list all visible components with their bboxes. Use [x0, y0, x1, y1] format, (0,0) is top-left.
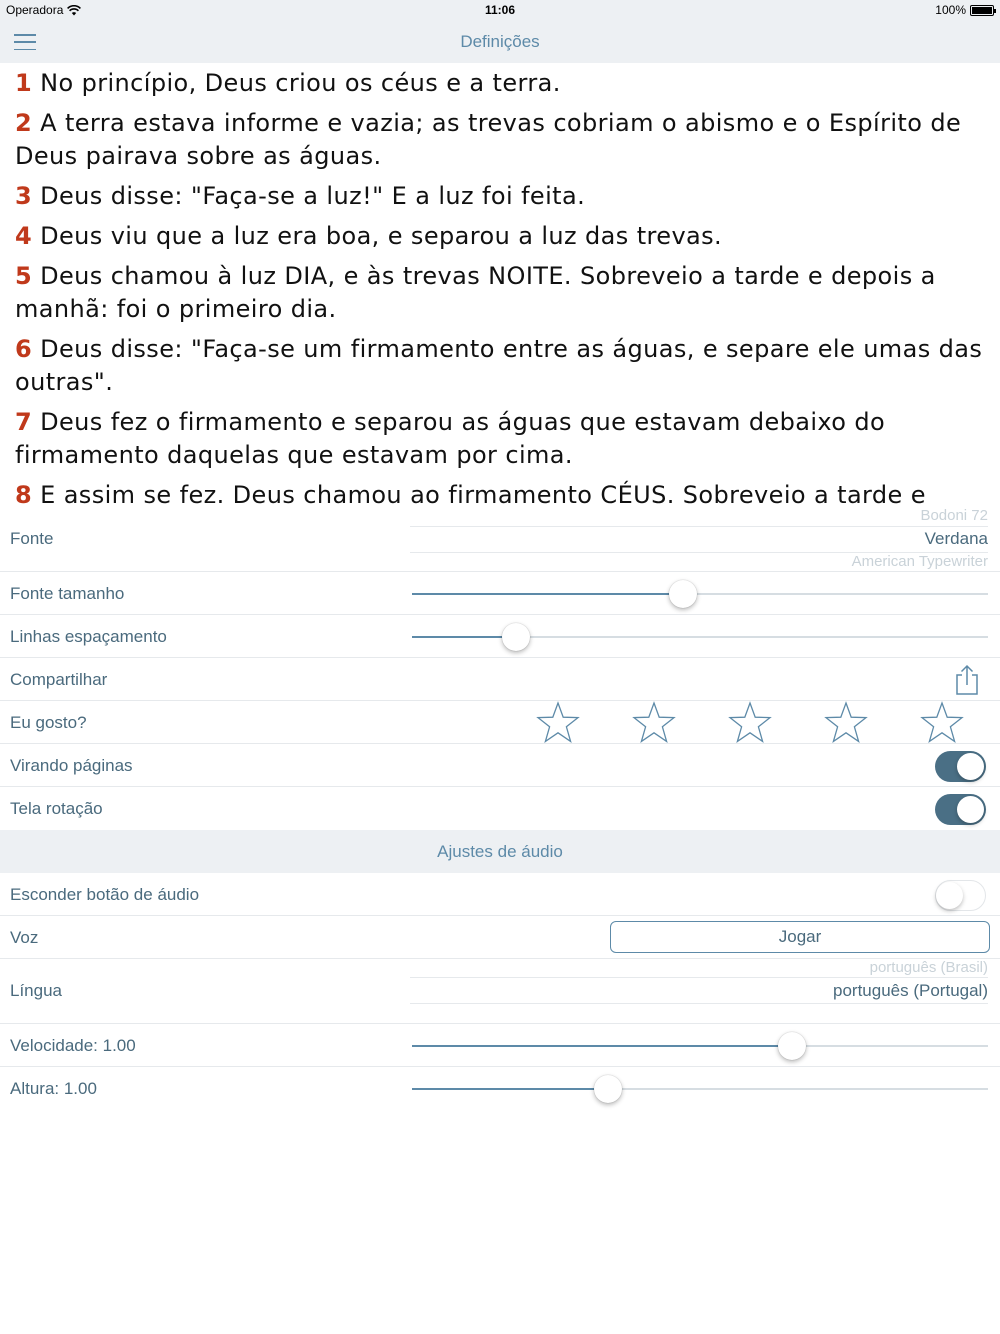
battery-icon	[970, 5, 994, 16]
language-row	[0, 959, 1000, 1024]
voice-label: Voz	[10, 928, 39, 947]
star-icon[interactable]	[632, 701, 676, 745]
status-bar	[0, 0, 1000, 20]
star-icon[interactable]	[824, 701, 868, 745]
screen-rotation-toggle[interactable]	[935, 794, 986, 825]
share-label: Compartilhar	[10, 670, 108, 689]
font-option-selected[interactable]: Verdana	[924, 529, 988, 548]
speed-slider-thumb[interactable]	[778, 1032, 806, 1060]
hide-audio-toggle[interactable]	[935, 880, 986, 911]
verse-text: Deus chamou à luz DIA, e às trevas NOITE. Sobreveio a tarde e depois a manhã: foi o primeiro dia.	[15, 262, 936, 323]
verse	[15, 107, 985, 173]
voice-row	[0, 916, 1000, 959]
page-turn-toggle[interactable]	[935, 751, 986, 782]
pitch-row	[0, 1067, 1000, 1110]
verse-number: 7	[15, 408, 33, 436]
star-icon[interactable]	[920, 701, 964, 745]
font-label: Fonte	[10, 529, 54, 548]
font-size-row	[0, 572, 1000, 615]
rating-stars	[536, 701, 964, 744]
hide-audio-row	[0, 873, 1000, 916]
verse-text: Deus disse: "Faça-se um firmamento entre as águas, e separe ele umas das outras".	[15, 335, 983, 396]
line-spacing-slider-thumb[interactable]	[502, 623, 530, 651]
font-size-slider[interactable]	[412, 593, 988, 595]
rating-label: Eu gosto?	[10, 713, 87, 732]
pitch-slider-thumb[interactable]	[594, 1075, 622, 1103]
screen-rotation-row	[0, 787, 1000, 830]
language-label: Língua	[10, 981, 62, 1000]
verse	[15, 180, 985, 213]
verse-number: 8	[15, 481, 33, 506]
verse-text: A terra estava informe e vazia; as trevas cobriam o abismo e o Espírito de Deus pairava sobre as águas.	[15, 109, 962, 170]
verse-number: 5	[15, 262, 33, 290]
language-option-above[interactable]: português (Brasil)	[869, 959, 988, 976]
page-turn-label: Virando páginas	[10, 756, 133, 775]
settings-panel	[0, 506, 1000, 1110]
verse	[15, 479, 985, 506]
star-icon[interactable]	[536, 701, 580, 745]
font-picker[interactable]	[410, 506, 988, 571]
language-option-selected[interactable]: português (Portugal)	[833, 981, 988, 1000]
share-row	[0, 658, 1000, 701]
rating-row	[0, 701, 1000, 744]
line-spacing-row	[0, 615, 1000, 658]
hide-audio-label: Esconder botão de áudio	[10, 885, 200, 904]
play-button[interactable]: Jogar	[610, 921, 990, 953]
line-spacing-slider[interactable]	[412, 636, 988, 638]
nav-bar	[0, 20, 1000, 63]
screen-rotation-label: Tela rotação	[10, 799, 103, 818]
verse-number: 2	[15, 109, 33, 137]
verse-number: 4	[15, 222, 33, 250]
verse-text: No princípio, Deus criou os céus e a terra.	[40, 69, 561, 97]
verse-text: Deus viu que a luz era boa, e separou a luz das trevas.	[40, 222, 723, 250]
font-row	[0, 506, 1000, 572]
pitch-slider[interactable]	[412, 1088, 988, 1090]
verse-text: Deus disse: "Faça-se a luz!" E a luz foi feita.	[40, 182, 586, 210]
verse	[15, 260, 985, 326]
font-option-below[interactable]: American Typewriter	[851, 553, 988, 570]
verse	[15, 220, 985, 253]
text-preview[interactable]	[0, 63, 1000, 506]
share-icon[interactable]	[954, 664, 980, 696]
battery-percent: 100%	[935, 3, 966, 17]
verse-number: 1	[15, 69, 33, 97]
verse-text: Deus fez o firmamento e separou as águas que estavam debaixo do firmamento daquelas que estavam por cima.	[15, 408, 886, 469]
font-size-slider-thumb[interactable]	[669, 580, 697, 608]
page-title: Definições	[460, 32, 540, 51]
verse-number: 6	[15, 335, 33, 363]
carrier-name: Operadora	[6, 3, 64, 17]
verse-number: 3	[15, 182, 33, 210]
clock: 11:06	[484, 3, 516, 17]
battery	[935, 3, 994, 17]
pitch-label: Altura: 1.00	[10, 1079, 97, 1098]
font-size-label: Fonte tamanho	[10, 584, 125, 603]
verse-text: E assim se fez. Deus chamou ao firmamento CÉUS. Sobreveio a tarde e	[40, 481, 926, 506]
speed-label: Velocidade: 1.00	[10, 1036, 136, 1055]
speed-row	[0, 1024, 1000, 1067]
verse	[15, 67, 985, 100]
language-picker[interactable]	[410, 959, 988, 1023]
verse	[15, 333, 985, 399]
page-turn-row	[0, 744, 1000, 787]
audio-section-header: Ajustes de áudio	[0, 830, 1000, 873]
font-option-above[interactable]: Bodoni 72	[920, 507, 988, 524]
star-icon[interactable]	[728, 701, 772, 745]
verse	[15, 406, 985, 472]
line-spacing-label: Linhas espaçamento	[10, 627, 167, 646]
speed-slider[interactable]	[412, 1045, 988, 1047]
